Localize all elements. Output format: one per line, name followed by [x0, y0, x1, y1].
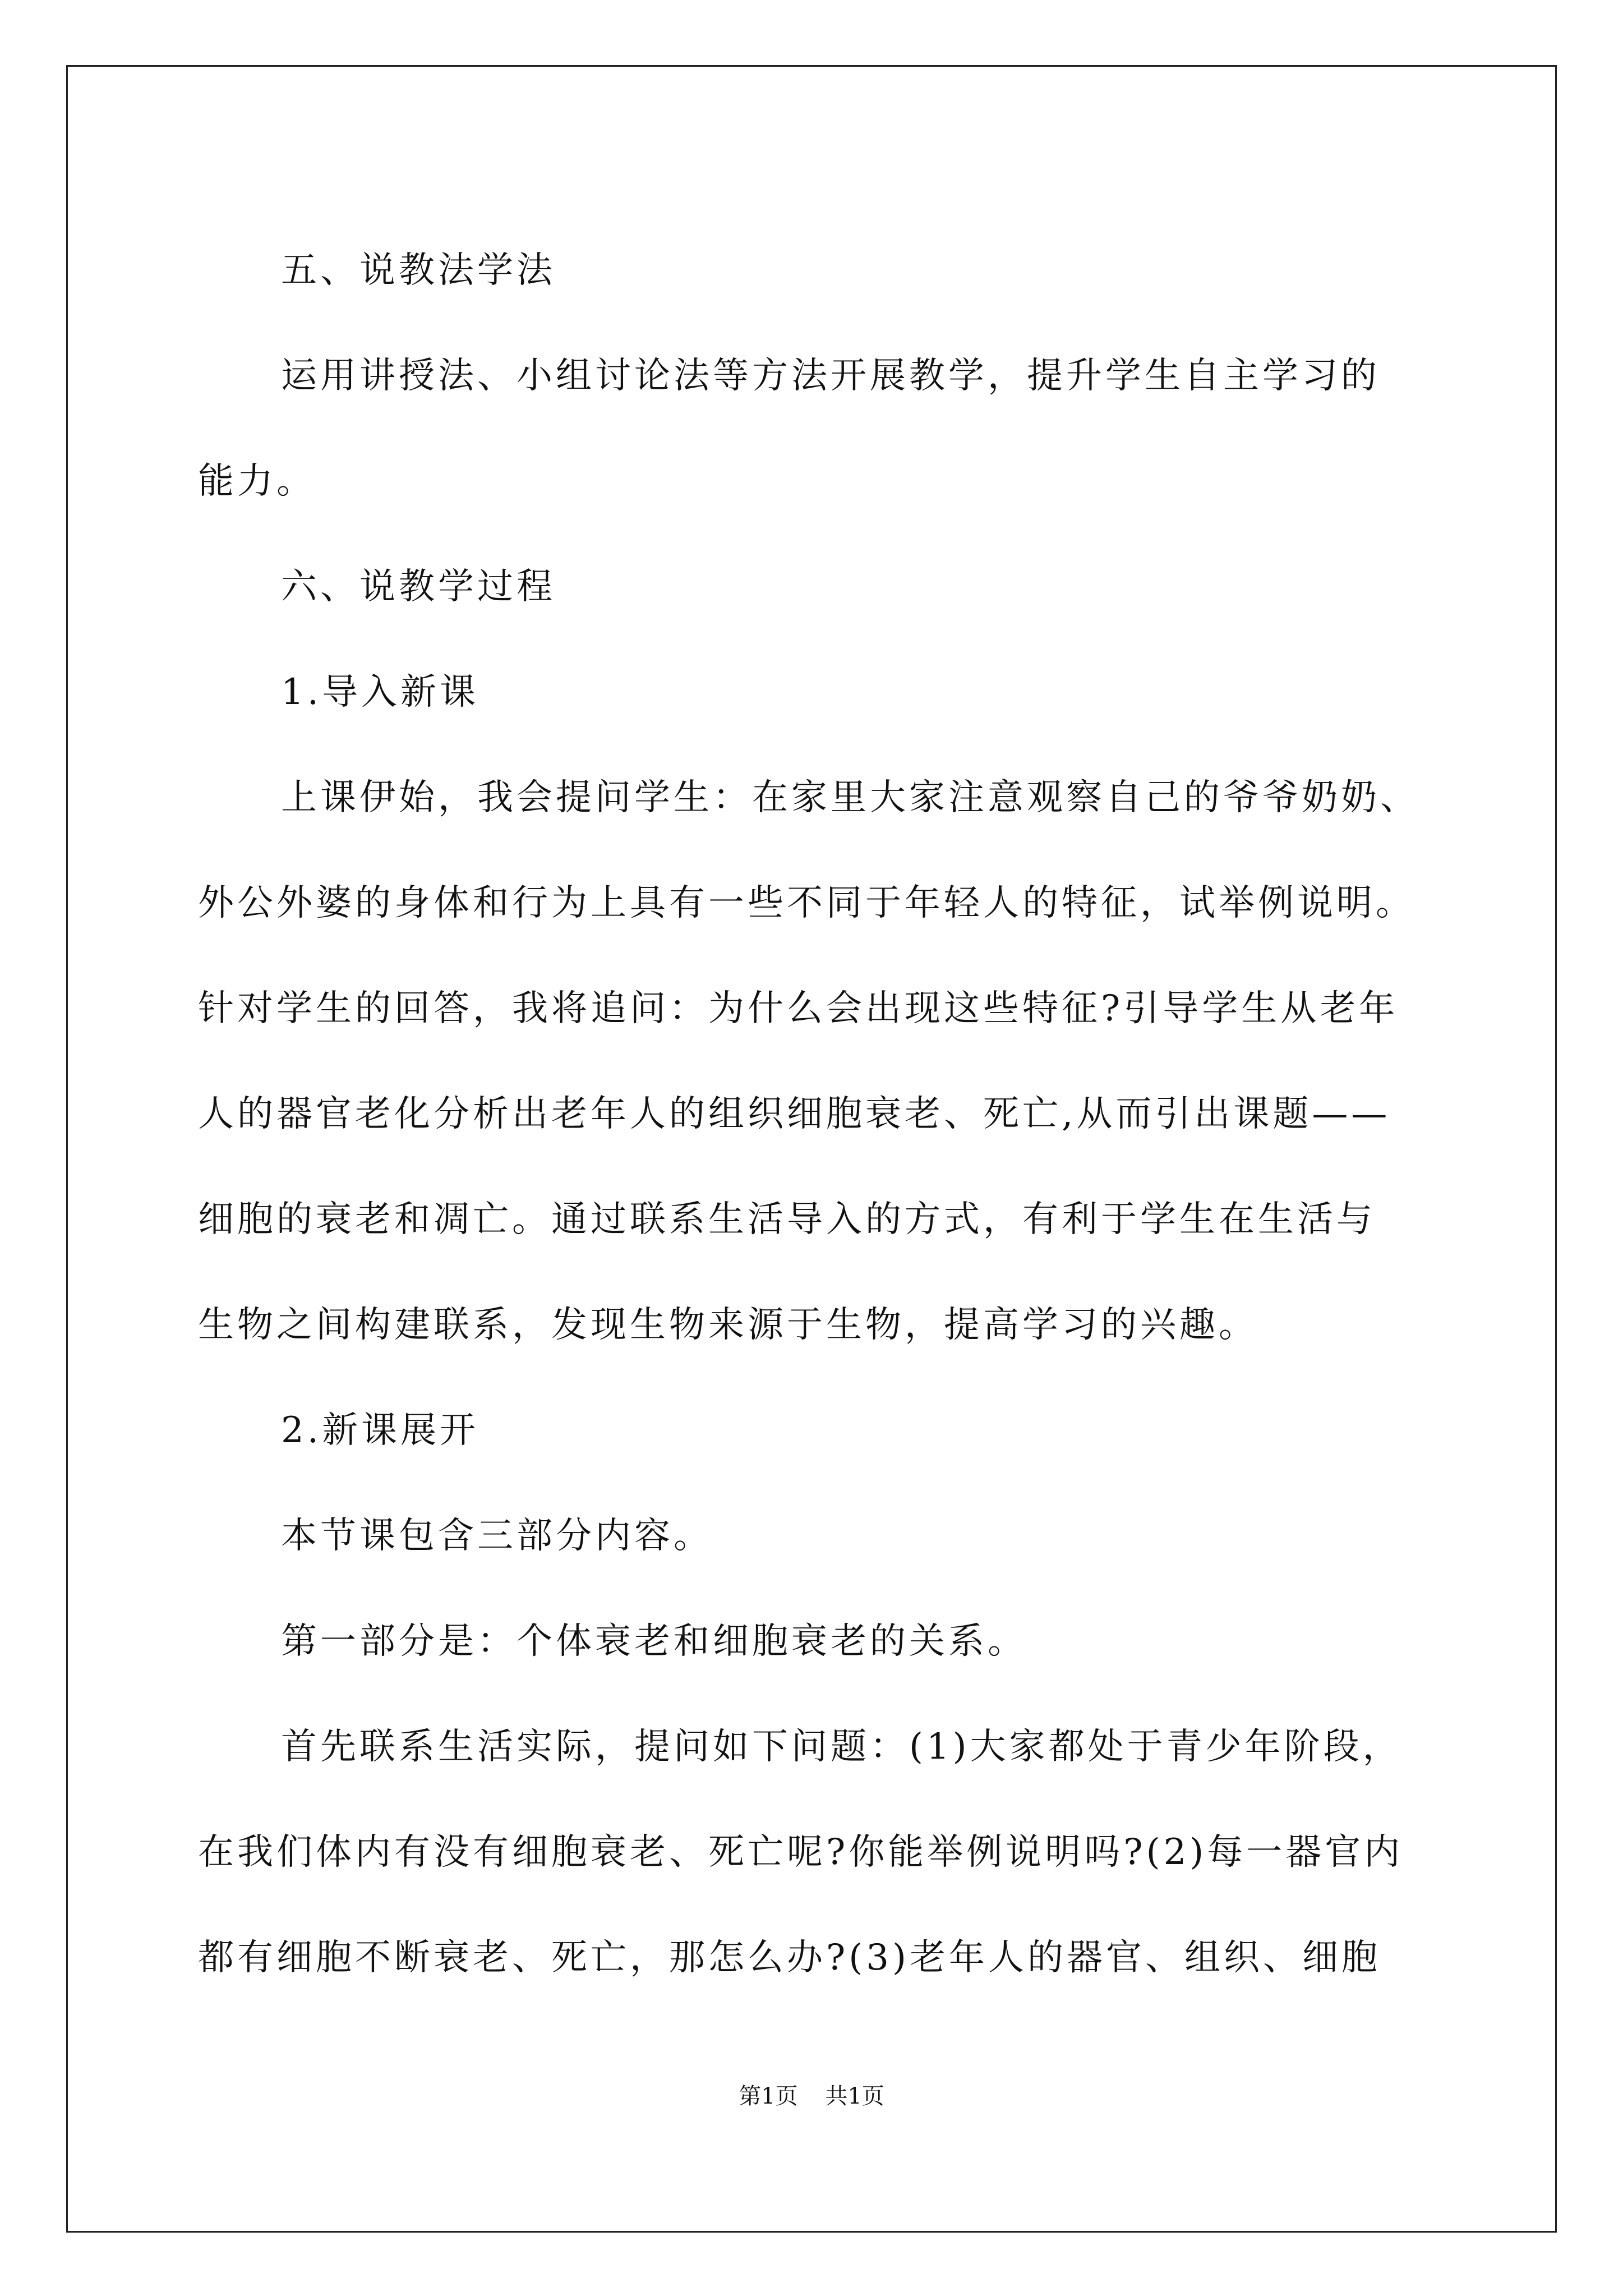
paragraph-line: 外公外婆的身体和行为上具有一些不同于年轻人的特征，试举例说明。 [198, 882, 1415, 924]
paragraph-line: 针对学生的回答，我将追问：为什么会出现这些特征?引导学生从老年 [198, 988, 1399, 1029]
paragraph-line: 首先联系生活实际，提问如下问题：(1)大家都处于青少年阶段， [281, 1726, 1402, 1768]
document-body [198, 218, 1426, 2010]
paragraph-line: 运用讲授法、小组讨论法等方法开展教学，提升学生自主学习的 [281, 355, 1380, 397]
section-heading-teaching-methods: 五、说教法学法 [281, 250, 556, 291]
subheading-intro: 1.导入新课 [281, 671, 479, 713]
paragraph-line: 上课伊始，我会提问学生：在家里大家注意观察自己的爷爷奶奶、 [281, 777, 1419, 818]
paragraph-line: 都有细胞不断衰老、死亡，那怎么办?(3)老年人的器官、组织、细胞 [198, 1937, 1381, 1978]
page-total: 共1页 [825, 2083, 884, 2109]
paragraph-line: 生物之间构建联系，发现生物来源于生物，提高学习的兴趣。 [198, 1304, 1258, 1346]
section-heading-teaching-process: 六、说教学过程 [281, 566, 556, 608]
page-footer [0, 2082, 1623, 2110]
paragraph-line: 细胞的衰老和凋亡。通过联系生活导入的方式，有利于学生在生活与 [198, 1199, 1376, 1240]
paragraph-line: 第一部分是：个体衰老和细胞衰老的关系。 [281, 1621, 1027, 1662]
subheading-new-lesson: 2.新课展开 [281, 1410, 479, 1451]
paragraph-line: 在我们体内有没有细胞衰老、死亡呢?你能举例说明吗?(2)每一器官内 [198, 1832, 1404, 1873]
paragraph-line: 人的器官老化分析出老年人的组织细胞衰老、死亡,从而引出课题—— [198, 1093, 1391, 1135]
page-number: 第1页 [739, 2083, 798, 2109]
paragraph-line: 本节课包含三部分内容。 [281, 1515, 713, 1557]
paragraph-line: 能力。 [198, 461, 316, 502]
